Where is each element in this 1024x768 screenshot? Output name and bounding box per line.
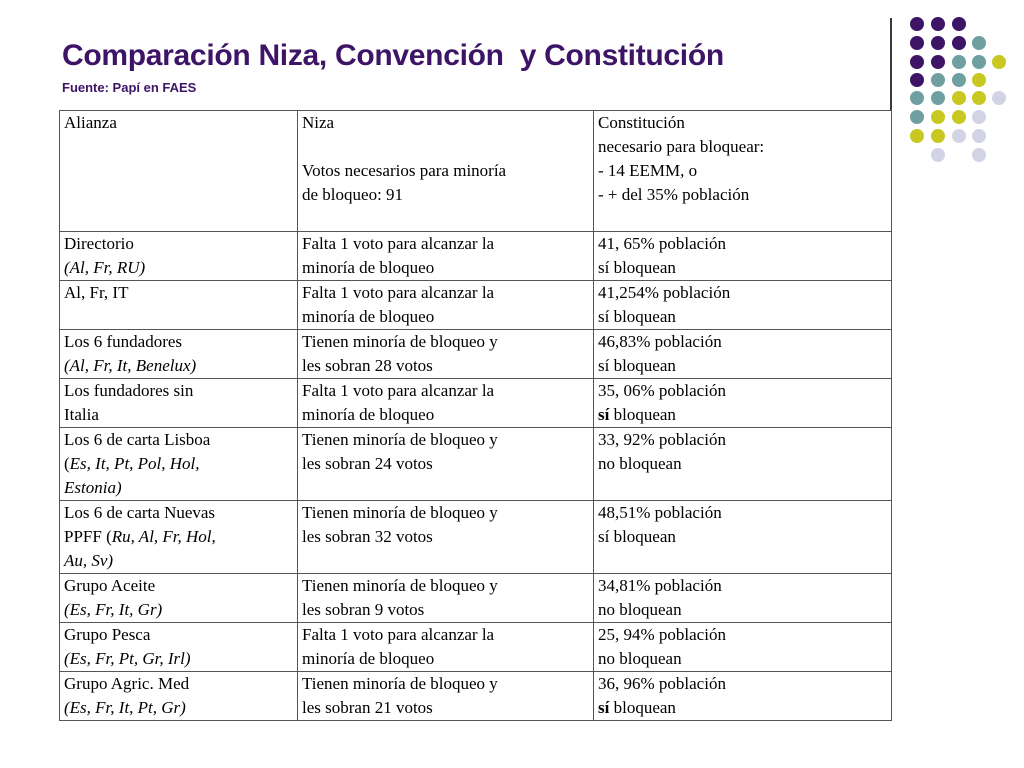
dot bbox=[952, 55, 966, 69]
slide-title: Comparación Niza, Convención y Constitución bbox=[62, 39, 724, 72]
alianza-cell bbox=[60, 672, 298, 721]
niza-text-line2: les sobran 9 votos bbox=[302, 600, 425, 619]
constitucion-cell bbox=[594, 501, 892, 574]
block-result: sí bloquean bbox=[598, 527, 676, 546]
alianza-members-line1 bbox=[64, 525, 293, 549]
slide-subtitle: Fuente: Papí en FAES bbox=[62, 80, 197, 95]
dot bbox=[972, 36, 986, 50]
dot bbox=[910, 91, 924, 105]
table-row bbox=[60, 379, 892, 428]
constitucion-cell bbox=[594, 574, 892, 623]
dot bbox=[931, 55, 945, 69]
alianza-name: Grupo Agric. Med bbox=[64, 674, 190, 693]
dot bbox=[910, 73, 924, 87]
dot bbox=[992, 91, 1006, 105]
alianza-name: Grupo Pesca bbox=[64, 625, 151, 644]
spacer bbox=[302, 135, 589, 159]
niza-cell bbox=[298, 379, 594, 428]
dot bbox=[952, 110, 966, 124]
alianza-members: (Al, Fr, It, Benelux) bbox=[64, 356, 197, 375]
constitucion-cell bbox=[594, 330, 892, 379]
block-result-rest: bloquean bbox=[609, 405, 676, 424]
constitucion-cell bbox=[594, 672, 892, 721]
constitucion-cell bbox=[594, 232, 892, 281]
dot bbox=[910, 17, 924, 31]
niza-cell bbox=[298, 281, 594, 330]
niza-text-line2: minoría de bloqueo bbox=[302, 405, 435, 424]
dot bbox=[952, 129, 966, 143]
dot bbox=[972, 73, 986, 87]
dot bbox=[972, 110, 986, 124]
dot bbox=[931, 148, 945, 162]
niza-text-line1: Tienen minoría de bloqueo y bbox=[302, 332, 498, 351]
dot bbox=[931, 110, 945, 124]
constitucion-cell bbox=[594, 379, 892, 428]
header-cell-constitucion bbox=[594, 111, 892, 232]
header-constitucion: Constitución bbox=[598, 113, 685, 132]
alianza-name-line2: PPFF ( bbox=[64, 527, 112, 546]
alianza-cell bbox=[60, 232, 298, 281]
block-result: no bloquean bbox=[598, 649, 682, 668]
alianza-name: Los 6 fundadores bbox=[64, 332, 183, 351]
dot bbox=[931, 91, 945, 105]
block-result bbox=[598, 403, 887, 427]
population-value: 36, 96% población bbox=[598, 674, 726, 693]
dot bbox=[910, 36, 924, 50]
table-row bbox=[60, 623, 892, 672]
alianza-name-line2: Italia bbox=[64, 405, 99, 424]
alianza-cell bbox=[60, 501, 298, 574]
alianza-members-line2: Estonia) bbox=[64, 478, 122, 497]
block-result: no bloquean bbox=[598, 454, 682, 473]
population-value: 41,254% población bbox=[598, 283, 731, 302]
niza-text-line1: Tienen minoría de bloqueo y bbox=[302, 503, 498, 522]
niza-text-line1: Tienen minoría de bloqueo y bbox=[302, 430, 498, 449]
niza-cell bbox=[298, 428, 594, 501]
dot bbox=[931, 73, 945, 87]
block-result-emphasis: sí bbox=[598, 698, 610, 717]
open-paren: ( bbox=[64, 454, 70, 473]
niza-text-line2: les sobran 28 votos bbox=[302, 356, 433, 375]
table-row bbox=[60, 428, 892, 501]
alianza-name: Directorio bbox=[64, 234, 134, 253]
dot bbox=[910, 55, 924, 69]
dot bbox=[910, 129, 924, 143]
niza-text-line1: Falta 1 voto para alcanzar la bbox=[302, 283, 495, 302]
niza-text-line1: Falta 1 voto para alcanzar la bbox=[302, 381, 495, 400]
table-row bbox=[60, 281, 892, 330]
alianza-name: Los 6 de carta Lisboa bbox=[64, 430, 211, 449]
dot bbox=[992, 55, 1006, 69]
niza-text-line2: les sobran 21 votos bbox=[302, 698, 433, 717]
alianza-name: Los 6 de carta Nuevas bbox=[64, 503, 216, 522]
alianza-cell bbox=[60, 623, 298, 672]
block-result: sí bloquean bbox=[598, 356, 676, 375]
block-result: sí bloquean bbox=[598, 307, 676, 326]
alianza-members-line2: Au, Sv) bbox=[64, 551, 114, 570]
block-result-rest: bloquean bbox=[609, 698, 676, 717]
alianza-cell bbox=[60, 330, 298, 379]
table-row bbox=[60, 672, 892, 721]
population-value: 41, 65% población bbox=[598, 234, 726, 253]
niza-text-line1: Tienen minoría de bloqueo y bbox=[302, 674, 498, 693]
niza-text-line1: Falta 1 voto para alcanzar la bbox=[302, 234, 495, 253]
block-result-emphasis: sí bbox=[598, 405, 610, 424]
niza-text-line2: les sobran 24 votos bbox=[302, 454, 433, 473]
table-row bbox=[60, 574, 892, 623]
block-result: sí bloquean bbox=[598, 258, 676, 277]
table-header-row bbox=[60, 111, 892, 232]
comparison-table bbox=[59, 110, 892, 721]
table-row bbox=[60, 501, 892, 574]
dot bbox=[952, 17, 966, 31]
population-value: 34,81% población bbox=[598, 576, 722, 595]
alianza-name: Al, Fr, IT bbox=[64, 283, 129, 302]
header-constitucion-line4: - + del 35% población bbox=[598, 185, 750, 204]
header-cell-alianza bbox=[60, 111, 298, 232]
dot bbox=[972, 129, 986, 143]
niza-text-line2: minoría de bloqueo bbox=[302, 307, 435, 326]
dot bbox=[952, 73, 966, 87]
niza-cell bbox=[298, 574, 594, 623]
block-result bbox=[598, 696, 887, 720]
population-value: 25, 94% población bbox=[598, 625, 726, 644]
alianza-cell bbox=[60, 379, 298, 428]
niza-text-line2: minoría de bloqueo bbox=[302, 649, 435, 668]
table-row bbox=[60, 330, 892, 379]
table-row bbox=[60, 232, 892, 281]
niza-cell bbox=[298, 501, 594, 574]
alianza-cell bbox=[60, 574, 298, 623]
block-result: no bloquean bbox=[598, 600, 682, 619]
dot bbox=[972, 55, 986, 69]
constitucion-cell bbox=[594, 623, 892, 672]
alianza-members-line1 bbox=[64, 452, 293, 476]
header-niza: Niza bbox=[302, 113, 335, 132]
dot bbox=[972, 148, 986, 162]
alianza-name-line1: Los fundadores sin bbox=[64, 381, 194, 400]
population-value: 48,51% población bbox=[598, 503, 722, 522]
constitucion-cell bbox=[594, 428, 892, 501]
alianza-cell bbox=[60, 281, 298, 330]
alianza-members: Ru, Al, Fr, Hol, bbox=[111, 527, 216, 546]
header-constitucion-line3: - 14 EEMM, o bbox=[598, 161, 698, 180]
alianza-members: (Al, Fr, RU) bbox=[64, 258, 146, 277]
header-niza-votes-line1: Votos necesarios para minoría bbox=[302, 161, 507, 180]
niza-text-line2: les sobran 32 votos bbox=[302, 527, 433, 546]
niza-cell bbox=[298, 672, 594, 721]
alianza-members: (Es, Fr, It, Pt, Gr) bbox=[64, 698, 186, 717]
niza-text-line1: Falta 1 voto para alcanzar la bbox=[302, 625, 495, 644]
header-cell-niza bbox=[298, 111, 594, 232]
dot bbox=[952, 36, 966, 50]
dot bbox=[910, 110, 924, 124]
niza-text-line1: Tienen minoría de bloqueo y bbox=[302, 576, 498, 595]
header-constitucion-line2: necesario para bloquear: bbox=[598, 137, 765, 156]
niza-cell bbox=[298, 623, 594, 672]
population-value: 35, 06% población bbox=[598, 381, 726, 400]
header-alianza: Alianza bbox=[64, 113, 117, 132]
niza-cell bbox=[298, 232, 594, 281]
niza-text-line2: minoría de bloqueo bbox=[302, 258, 435, 277]
alianza-members: (Es, Fr, It, Gr) bbox=[64, 600, 163, 619]
alianza-members: Es, It, Pt, Pol, Hol, bbox=[69, 454, 200, 473]
header-niza-votes-line2: de bloqueo: 91 bbox=[302, 185, 404, 204]
dot bbox=[931, 17, 945, 31]
alianza-name: Grupo Aceite bbox=[64, 576, 156, 595]
dot bbox=[972, 91, 986, 105]
alianza-cell bbox=[60, 428, 298, 501]
alianza-members: (Es, Fr, Pt, Gr, Irl) bbox=[64, 649, 191, 668]
population-value: 46,83% población bbox=[598, 332, 722, 351]
dot bbox=[931, 129, 945, 143]
population-value: 33, 92% población bbox=[598, 430, 726, 449]
dot bbox=[952, 91, 966, 105]
dot bbox=[931, 36, 945, 50]
constitucion-cell bbox=[594, 281, 892, 330]
niza-cell bbox=[298, 330, 594, 379]
